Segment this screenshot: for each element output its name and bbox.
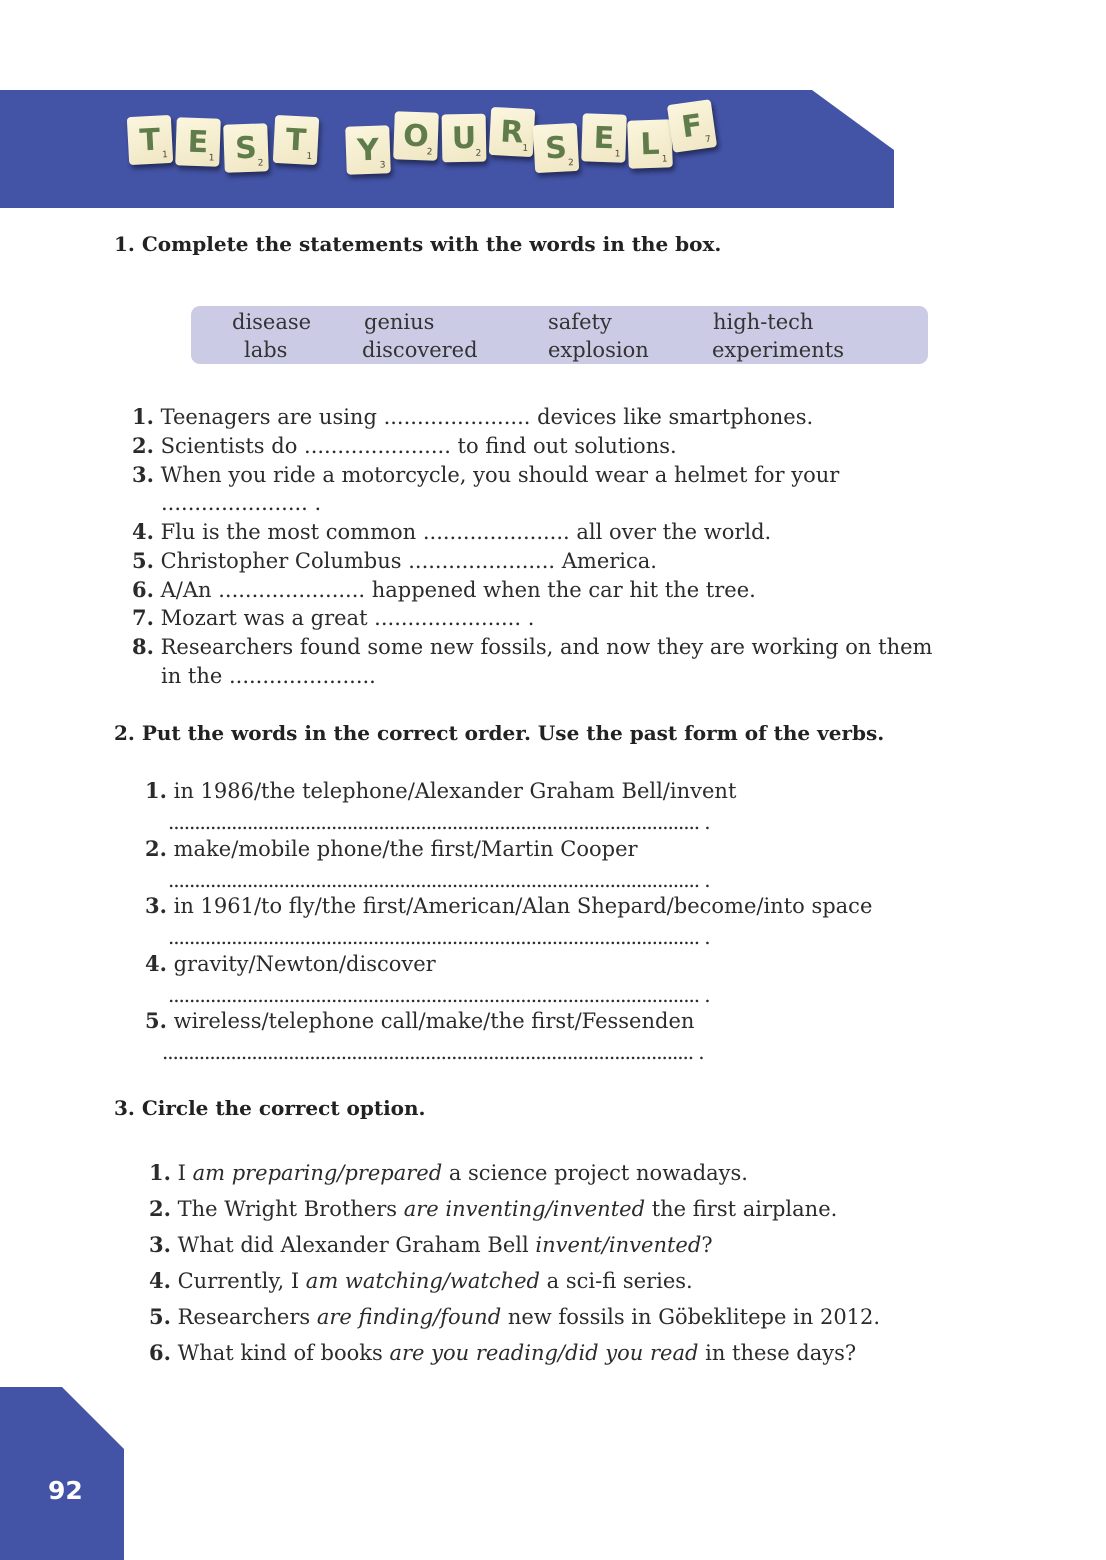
answer-dots: ..................................................................................................... . (162, 1040, 704, 1064)
letter-tile (175, 117, 221, 167)
tile-points: 2 (475, 148, 482, 159)
item-number: 4. (149, 1268, 171, 1293)
tile-points: 1 (522, 143, 529, 154)
tile-points: 3 (379, 160, 386, 171)
tile-points: 1 (306, 151, 313, 162)
item-text: What kind of books (170, 1341, 390, 1365)
box-word: experiments (712, 338, 844, 362)
answer-line (168, 925, 710, 949)
tile-letter: T (138, 121, 162, 159)
answer-line (168, 983, 710, 1007)
item-number: 3. (132, 462, 154, 487)
page-number: 92 (48, 1476, 83, 1505)
box-word: labs (244, 338, 288, 362)
exercise-1-item (132, 462, 839, 487)
item-text: Scientists do ...................... to find out solutions. (153, 434, 677, 458)
item-text: Researchers found some new fossils, and now they are working on them (153, 635, 933, 659)
item-number: 1. (132, 404, 154, 429)
letter-tile (393, 111, 439, 161)
tile-letter: L (639, 126, 661, 162)
exercise-3-item (149, 1160, 748, 1185)
tile-points: 2 (426, 147, 433, 158)
item-text: The Wright Brothers (170, 1197, 404, 1221)
exercise-1-heading: 1. Complete the statements with the words in the box. (114, 232, 722, 256)
tile-letter: S (544, 129, 568, 167)
exercise-2-item (145, 893, 872, 918)
tile-points: 2 (257, 158, 264, 169)
item-number: 4. (145, 951, 167, 976)
exercise-3-item (149, 1232, 713, 1257)
letter-tile (667, 99, 717, 153)
item-text: the first airplane. (645, 1197, 838, 1221)
tile-letter: O (402, 118, 430, 154)
item-text: wireless/telephone call/make/the first/Fessenden (166, 1009, 695, 1033)
item-number: 1. (149, 1160, 171, 1185)
tile-points: 7 (704, 134, 712, 146)
answer-line (162, 1040, 704, 1064)
tile-points: 1 (614, 149, 621, 160)
item-text: Christopher Columbus ...................... America. (153, 549, 657, 573)
tile-letter: R (499, 113, 525, 151)
item-number: 7. (132, 605, 154, 630)
exercise-3-item (149, 1304, 880, 1329)
word-box (191, 306, 928, 364)
tile-letter: U (451, 120, 477, 156)
item-text: gravity/Newton/discover (166, 952, 436, 976)
item-text: in 1961/to fly/the first/American/Alan Shepard/become/into space (166, 894, 873, 918)
tile-points: 1 (208, 153, 215, 164)
exercise-2-item (145, 778, 736, 803)
item-text: in these days? (698, 1341, 857, 1365)
item-number: 4. (132, 519, 154, 544)
item-number: 6. (132, 577, 154, 602)
letter-tile (273, 115, 319, 165)
item-number: 2. (132, 433, 154, 458)
item-text: in the ...................... (161, 664, 376, 688)
item-text: When you ride a motorcycle, you should wear a helmet for your (153, 463, 840, 487)
box-word: discovered (362, 338, 478, 362)
exercise-1-item (132, 605, 534, 630)
exercise-2-item (145, 1008, 694, 1033)
answer-line (168, 868, 710, 892)
item-options: invent/invented (535, 1233, 702, 1257)
exercise-3-heading: 3. Circle the correct option. (114, 1096, 426, 1120)
item-text: Currently, I (170, 1269, 306, 1293)
box-word: genius (364, 310, 435, 334)
item-number: 1. (145, 778, 167, 803)
page-corner-tab (0, 1387, 124, 1560)
item-options: are you reading/did you read (389, 1341, 699, 1365)
exercise-1-item (132, 577, 756, 602)
item-number: 5. (145, 1008, 167, 1033)
item-text: Teenagers are using ...................... devices like smartphones. (153, 405, 814, 429)
item-text: in 1986/the telephone/Alexander Graham Bell/invent (166, 779, 737, 803)
item-text: make/mobile phone/the first/Martin Cooper (166, 837, 638, 861)
answer-dots: ..................................................................................................... . (168, 983, 710, 1007)
exercise-1-item (132, 519, 771, 544)
tile-points: 2 (567, 158, 575, 169)
tile-letter: E (593, 120, 615, 156)
item-text: a science project nowadays. (442, 1161, 748, 1185)
exercise-2-item (145, 951, 436, 976)
item-text: ...................... . (161, 491, 322, 515)
item-text: I (170, 1161, 193, 1185)
answer-line (168, 810, 710, 834)
item-number: 3. (145, 893, 167, 918)
tile-letter: E (187, 124, 209, 160)
letter-tile (345, 125, 391, 175)
box-word: disease (232, 310, 312, 334)
item-number: 3. (149, 1232, 171, 1257)
item-options: am watching/watched (305, 1269, 540, 1293)
letter-tile (627, 119, 673, 169)
exercise-3-item (149, 1268, 693, 1293)
item-number: 6. (149, 1340, 171, 1365)
item-text: A/An ...................... happened when the car hit the tree. (153, 578, 756, 602)
item-options: am preparing/prepared (192, 1161, 443, 1185)
item-options: are inventing/invented (403, 1197, 646, 1221)
exercise-2-item (145, 836, 638, 861)
box-word: explosion (548, 338, 649, 362)
box-word: safety (548, 310, 612, 334)
exercise-1-item (132, 634, 932, 659)
letter-tile (442, 114, 487, 163)
item-number: 5. (132, 548, 154, 573)
item-text: ? (701, 1233, 713, 1257)
item-number: 2. (145, 836, 167, 861)
item-number: 5. (149, 1304, 171, 1329)
item-text: Researchers (170, 1305, 317, 1329)
letter-tile (581, 113, 627, 163)
item-text: new fossils in Göbeklitepe in 2012. (501, 1305, 881, 1329)
letter-tile (533, 123, 579, 173)
exercise-2-heading: 2. Put the words in the correct order. Use the past form of the verbs. (114, 721, 885, 745)
item-number: 2. (149, 1196, 171, 1221)
tile-letter: S (234, 130, 258, 166)
exercise-1-item (161, 663, 376, 688)
tile-letter: F (679, 107, 705, 145)
item-options: are finding/found (316, 1305, 502, 1329)
answer-dots: ..................................................................................................... . (168, 868, 710, 892)
exercise-3-item (149, 1340, 856, 1365)
item-text: Flu is the most common ...................... all over the world. (153, 520, 772, 544)
letter-tile (489, 107, 535, 157)
item-number: 8. (132, 634, 154, 659)
exercise-1-item (132, 433, 677, 458)
exercise-1-item (161, 490, 321, 515)
item-text: What did Alexander Graham Bell (170, 1233, 536, 1257)
tile-letter: T (284, 121, 308, 159)
exercise-1-item (132, 404, 813, 429)
tile-letter: Y (356, 132, 380, 168)
box-word: high-tech (713, 310, 814, 334)
letter-tile (127, 115, 173, 165)
exercise-3-item (149, 1196, 837, 1221)
letter-tile (223, 123, 269, 173)
exercise-1-item (132, 548, 657, 573)
test-yourself-title (128, 100, 828, 190)
answer-dots: ..................................................................................................... . (168, 925, 710, 949)
answer-dots: ..................................................................................................... . (168, 810, 710, 834)
item-text: a sci-fi series. (539, 1269, 693, 1293)
tile-points: 1 (161, 150, 169, 161)
item-text: Mozart was a great ...................... . (153, 606, 535, 630)
tile-points: 1 (661, 154, 668, 165)
